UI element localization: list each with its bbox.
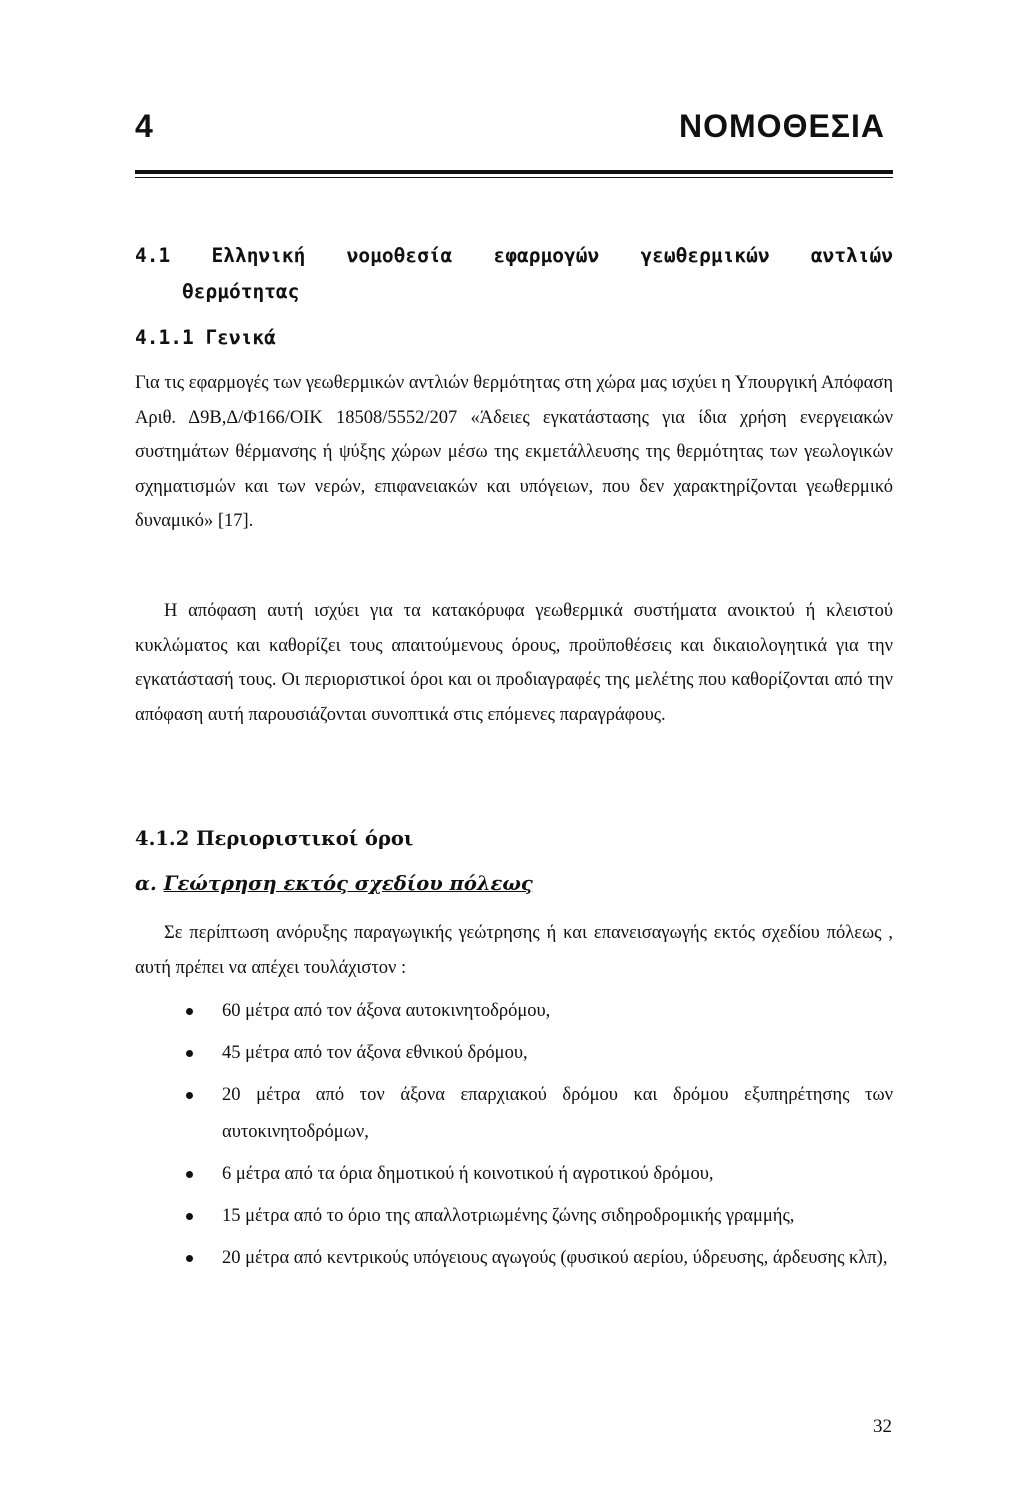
list-item: 20 μέτρα από κεντρικούς υπόγειους αγωγούς (φυσικού αερίου, ύδρευσης, άρδευσης κλπ),: [135, 1240, 893, 1277]
section-heading-line1: [135, 238, 893, 274]
paragraph-decision-scope: Η απόφαση αυτή ισχύει για τα κατακόρυφα γεωθερμικά συστήματα ανοικτού ή κλειστού κυκλώματος και καθορίζει τους απαιτούμενους όρους, προϋποθέσεις και δικαιολογητικά για την εγκατάστασή τους. Οι περιοριστικοί όροι και οι προδιαγραφές της μελέτης που καθορίζονται από την απόφαση αυτή παρουσιάζονται συνοπτικά στις επόμενες παραγράφους.: [135, 601, 893, 725]
bullet-icon: [186, 1008, 193, 1015]
bullet-icon: [186, 1255, 193, 1262]
chapter-title: ΝΟΜΟΘΕΣΙΑ: [679, 108, 885, 144]
bullet-icon: [186, 1092, 193, 1099]
paragraph-regulation: Για τις εφαρμογές των γεωθερμικών αντλιών θερμότητας στη χώρα μας ισχύει η Υπουργική Απόφαση Αριθ. Δ9Β,Δ/Φ166/ΟΙΚ 18508/5552/207 «Άδειες εγκατάστασης για ίδια χρήση ενεργειακών συστημάτων θέρμανσης ή ψύξης χώρων μέσω της εκμετάλλευσης της θερμότητας των γεωλογικών σχηματισμών και των νερών, επιφανειακών και υπόγειων, που δεν χαρακτηρίζονται γεωθερμικό δυναμικό» [17].: [135, 373, 893, 531]
list-item: 60 μέτρα από τον άξονα αυτοκινητοδρόμου,: [135, 993, 893, 1030]
section-heading: [135, 238, 893, 310]
list-item: 15 μέτρα από το όριο της απαλλοτριωμένης ζώνης σιδηροδρομικής γραμμής,: [135, 1198, 893, 1235]
section-title-word: νομοθεσία: [346, 244, 453, 267]
chapter-number: 4: [135, 108, 153, 144]
item-title: Γεώτρηση εκτός σχεδίου πόλεως: [163, 872, 533, 895]
section-title-word: εφαρμογών: [493, 244, 600, 267]
page-number: 32: [873, 1416, 892, 1437]
list-item: 6 μέτρα από τα όρια δημοτικού ή κοινοτικού ή αγροτικού δρόμου,: [135, 1156, 893, 1193]
paragraph-distance-intro: Σε περίπτωση ανόρυξης παραγωγικής γεώτρησης ή και επανεισαγωγής εκτός σχεδίου πόλεως , αυτή πρέπει να απέχει τουλάχιστον :: [135, 923, 893, 978]
heading-rule-thick: [135, 170, 893, 174]
chapter-heading: [135, 108, 885, 158]
item-heading-drilling: [135, 872, 533, 895]
heading-rule-thin: [135, 177, 893, 178]
list-item: 20 μέτρα από τον άξονα επαρχιακού δρόμου και δρόμου εξυπηρέτησης των αυτοκινητοδρόμων,: [135, 1077, 893, 1151]
list-item: 45 μέτρα από τον άξονα εθνικού δρόμου,: [135, 1035, 893, 1072]
bullet-icon: [186, 1050, 193, 1057]
subsection-heading-general: 4.1.1 Γενικά: [135, 326, 276, 349]
subsection-heading-restrictions: 4.1.2 Περιοριστικοί όροι: [135, 827, 414, 850]
bullet-icon: [186, 1213, 193, 1220]
section-title-word: γεωθερμικών: [640, 244, 770, 267]
bullet-icon: [186, 1171, 193, 1178]
section-title-word: αντλιών: [810, 244, 893, 267]
section-title-line2: θερμότητας: [182, 280, 300, 303]
section-title-word: Ελληνική: [211, 244, 306, 267]
item-prefix: α.: [135, 872, 157, 895]
distance-list: [135, 993, 893, 1282]
section-number: 4.1: [135, 244, 171, 267]
